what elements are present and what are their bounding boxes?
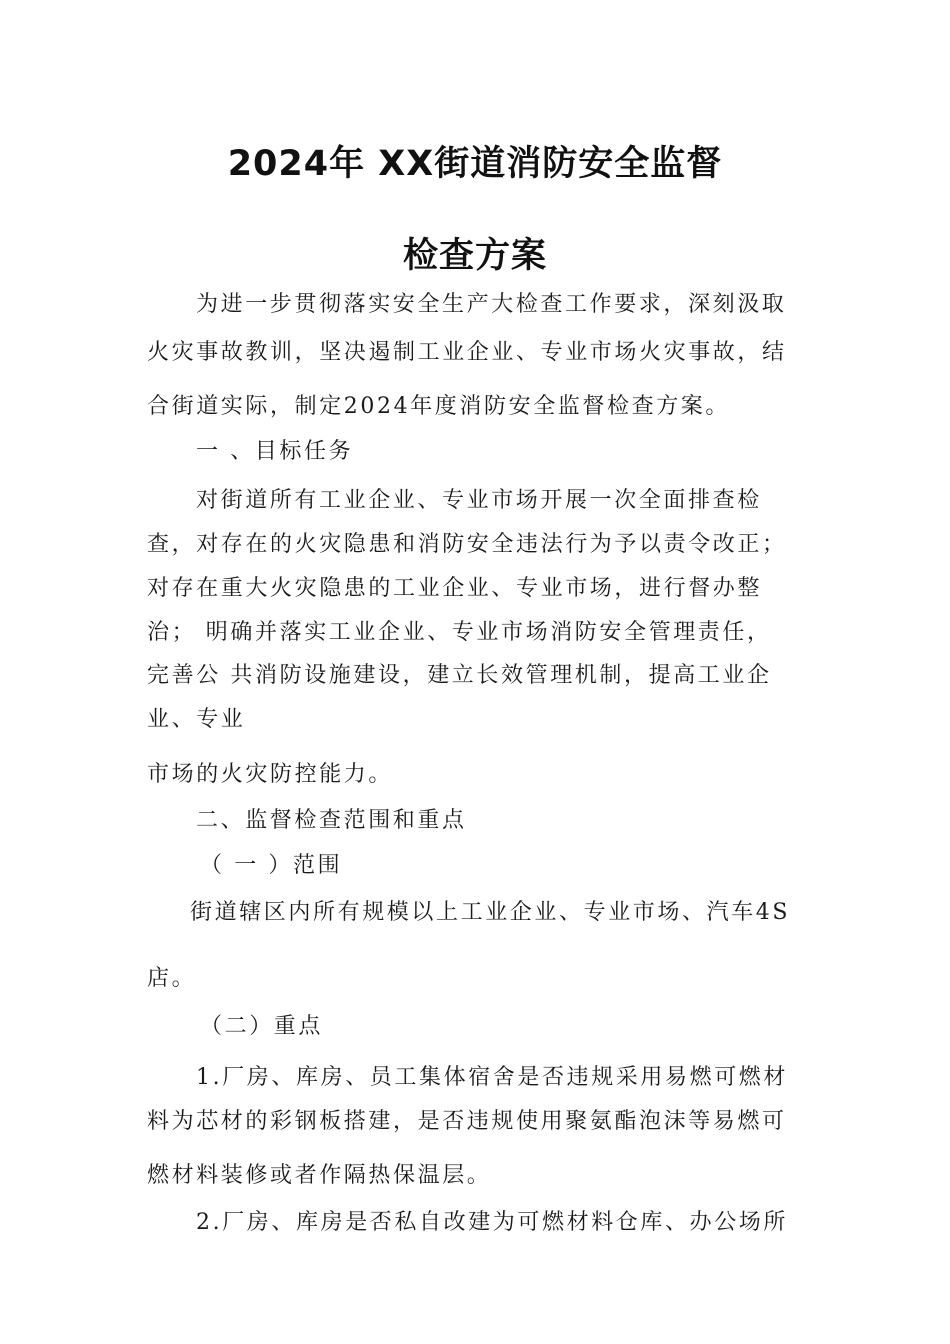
paragraph-line: 业、专业 bbox=[147, 707, 246, 732]
paragraph-line: 完善公 共消防设施建设，建立长效管理机制，提高工业企 bbox=[147, 663, 772, 688]
document-title-line-1: 2024年 XX街道消防安全监督 bbox=[227, 144, 723, 184]
paragraph-line: 料为芯材的彩钢板搭建，是否违规使用聚氨酯泡沫等易燃可 bbox=[147, 1109, 787, 1134]
paragraph-line: 燃材料装修或者作隔热保温层。 bbox=[147, 1163, 492, 1188]
section-heading: 一 、目标任务 bbox=[196, 439, 354, 464]
paragraph-line: 街道辖区内所有规模以上工业企业、专业市场、汽车4S bbox=[190, 900, 791, 925]
paragraph-line: 2.厂房、库房是否私自改建为可燃材料仓库、办公场所 bbox=[196, 1210, 788, 1235]
paragraph-line: 火灾事故教训，坚决遏制工业企业、专业市场火灾事故，结 bbox=[147, 340, 787, 365]
paragraph-line: 为进一步贯彻落实安全生产大检查工作要求，深刻汲取 bbox=[196, 292, 787, 317]
paragraph-line: 市场的火灾防控能力。 bbox=[147, 762, 394, 787]
paragraph-line: 合街道实际，制定2024年度消防安全监督检查方案。 bbox=[147, 394, 730, 419]
subsection-heading: （ 一 ）范围 bbox=[200, 853, 343, 878]
paragraph-line: 对街道所有工业企业、专业市场开展一次全面排查检 bbox=[196, 488, 762, 513]
paragraph-line: 查，对存在的火灾隐患和消防安全违法行为予以责令改正； bbox=[147, 532, 787, 557]
paragraph-line: 对存在重大火灾隐患的工业企业、专业市场，进行督办整 bbox=[147, 576, 763, 601]
subsection-heading: （二）重点 bbox=[200, 1014, 324, 1039]
document-title-line-2: 检查方案 bbox=[402, 236, 547, 276]
section-heading: 二、监督检查范围和重点 bbox=[196, 808, 467, 833]
paragraph-line: 店。 bbox=[147, 966, 197, 991]
paragraph-line: 1.厂房、库房、员工集体宿舍是否违规采用易燃可燃材 bbox=[196, 1065, 788, 1090]
paragraph-line: 治； 明确并落实工业企业、专业市场消防安全管理责任， bbox=[147, 620, 772, 645]
